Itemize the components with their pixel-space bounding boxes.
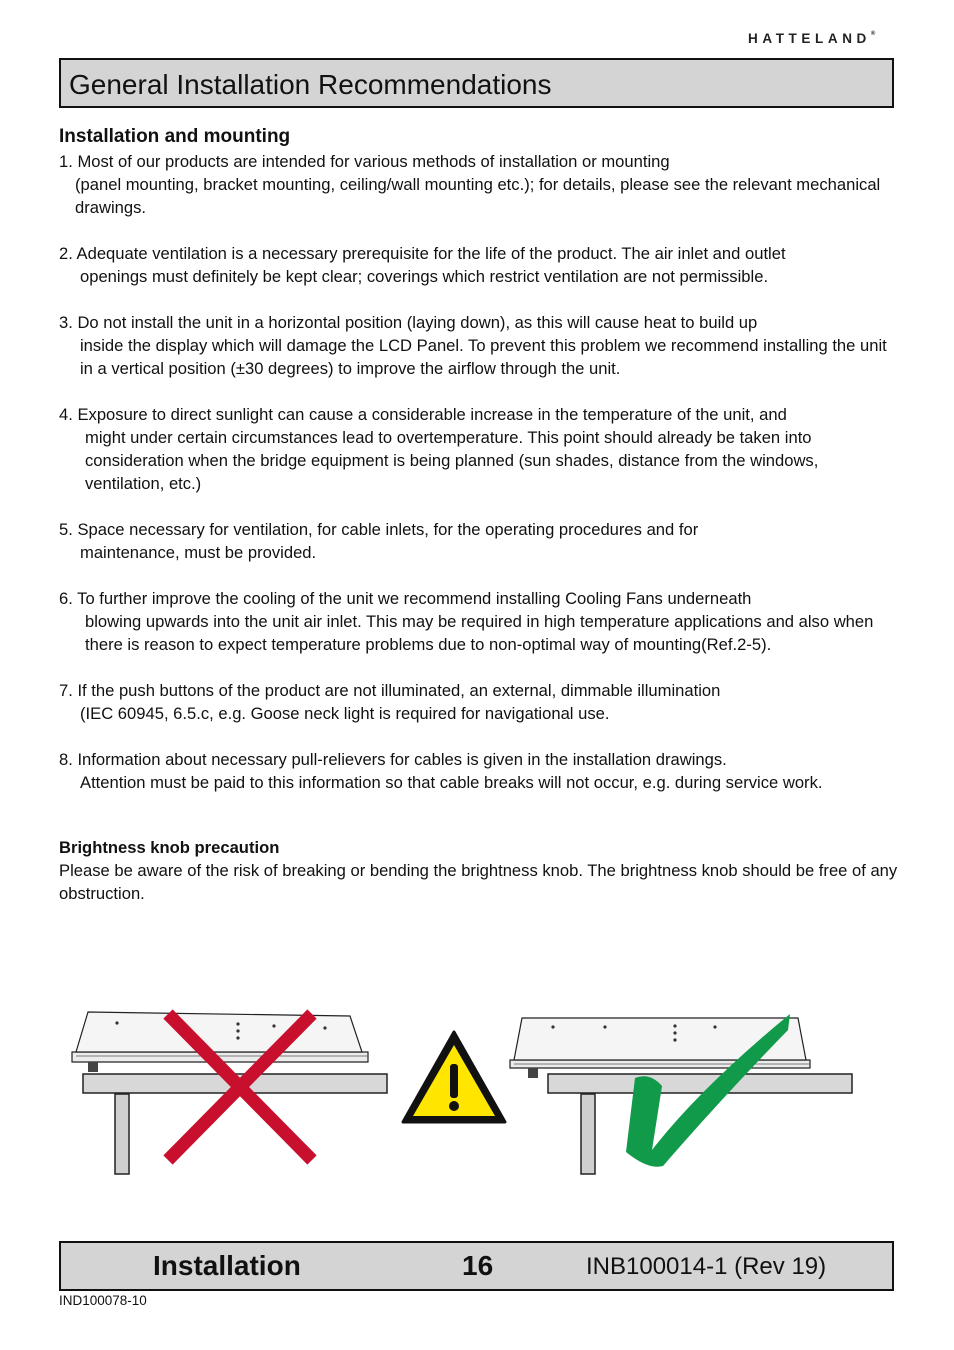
correct-mounting-drawing bbox=[510, 1018, 852, 1174]
section-heading-installation: Installation and mounting bbox=[59, 126, 291, 147]
footer-page-number: 16 bbox=[462, 1250, 494, 1281]
brightness-text: Please be aware of the risk of breaking or bending the brightness knob. The brightness knob should be free of any obstruction. bbox=[59, 861, 898, 903]
list-item-first-line: 5. Space necessary for ventilation, for cable inlets, for the operating procedures and for bbox=[59, 520, 699, 539]
list-item bbox=[59, 311, 899, 380]
list-item-first-line: 1. Most of our products are intended for various methods of installation or mounting bbox=[59, 152, 670, 171]
list-item bbox=[59, 242, 899, 288]
list-item-first-line: 2. Adequate ventilation is a necessary prerequisite for the life of the product. The air inlet and outlet bbox=[59, 244, 786, 263]
mounting-illustration bbox=[60, 990, 860, 1195]
list-item-first-line: 4. Exposure to direct sunlight can cause a considerable increase in the temperature of the unit, and bbox=[59, 405, 787, 424]
footer-bar bbox=[59, 1241, 894, 1291]
list-item-continuation: (panel mounting, bracket mounting, ceiling/wall mounting etc.); for details, please see the relevant mechanical drawings. bbox=[75, 175, 881, 217]
list-item-continuation: might under certain circumstances lead to overtemperature. This point should already be taken into consideration when the bridge equipment is being planned (sun shades, distance from the windows, ventilation, etc.) bbox=[85, 428, 819, 493]
list-item-first-line: 6. To further improve the cooling of the unit we recommend installing Cooling Fans underneath bbox=[59, 589, 752, 608]
footer-doc-reference: INB100014-1 (Rev 19) bbox=[586, 1253, 827, 1280]
list-item bbox=[59, 403, 899, 495]
page-title-bar bbox=[59, 58, 894, 108]
list-item-continuation: openings must definitely be kept clear; coverings which restrict ventilation are not permissible. bbox=[80, 267, 769, 286]
list-item-first-line: 3. Do not install the unit in a horizontal position (laying down), as this will cause heat to build up bbox=[59, 313, 758, 332]
list-item bbox=[59, 150, 899, 219]
list-item bbox=[59, 587, 899, 656]
list-item-continuation: maintenance, must be provided. bbox=[80, 543, 317, 562]
list-item bbox=[59, 748, 899, 794]
footer-doc-id: IND100078-10 bbox=[59, 1293, 147, 1308]
brand-logo-text: HATTELAND bbox=[748, 31, 871, 46]
section-heading-brightness: Brightness knob precaution bbox=[59, 838, 280, 857]
list-item-first-line: 7. If the push buttons of the product are not illuminated, an external, dimmable illumination bbox=[59, 681, 721, 700]
registered-mark: ® bbox=[870, 31, 876, 37]
list-item-first-line: 8. Information about necessary pull-relievers for cables is given in the installation drawings. bbox=[59, 750, 727, 769]
list-item-continuation: inside the display which will damage the LCD Panel. To prevent this problem we recommend installing the unit in a vertical position (±30 degrees) to improve the airflow through the unit. bbox=[80, 336, 887, 378]
main-content bbox=[59, 124, 899, 905]
brand-logo bbox=[748, 31, 875, 46]
list-item bbox=[59, 518, 899, 564]
page-title: General Installation Recommendations bbox=[69, 69, 552, 100]
warning-triangle-icon bbox=[403, 1032, 505, 1122]
footer-section-title: Installation bbox=[153, 1250, 301, 1281]
list-item bbox=[59, 679, 899, 725]
list-item-continuation: (IEC 60945, 6.5.c, e.g. Goose neck light is required for navigational use. bbox=[80, 704, 610, 723]
list-item-continuation: Attention must be paid to this information so that cable breaks will not occur, e.g. during service work. bbox=[80, 773, 823, 792]
list-item-continuation: blowing upwards into the unit air inlet. This may be required in high temperature applications and also when there is reason to expect temperature problems due to non-optimal way of mounting(Ref.2-5). bbox=[85, 612, 874, 654]
mounting-illustration-graphic bbox=[60, 990, 860, 1190]
